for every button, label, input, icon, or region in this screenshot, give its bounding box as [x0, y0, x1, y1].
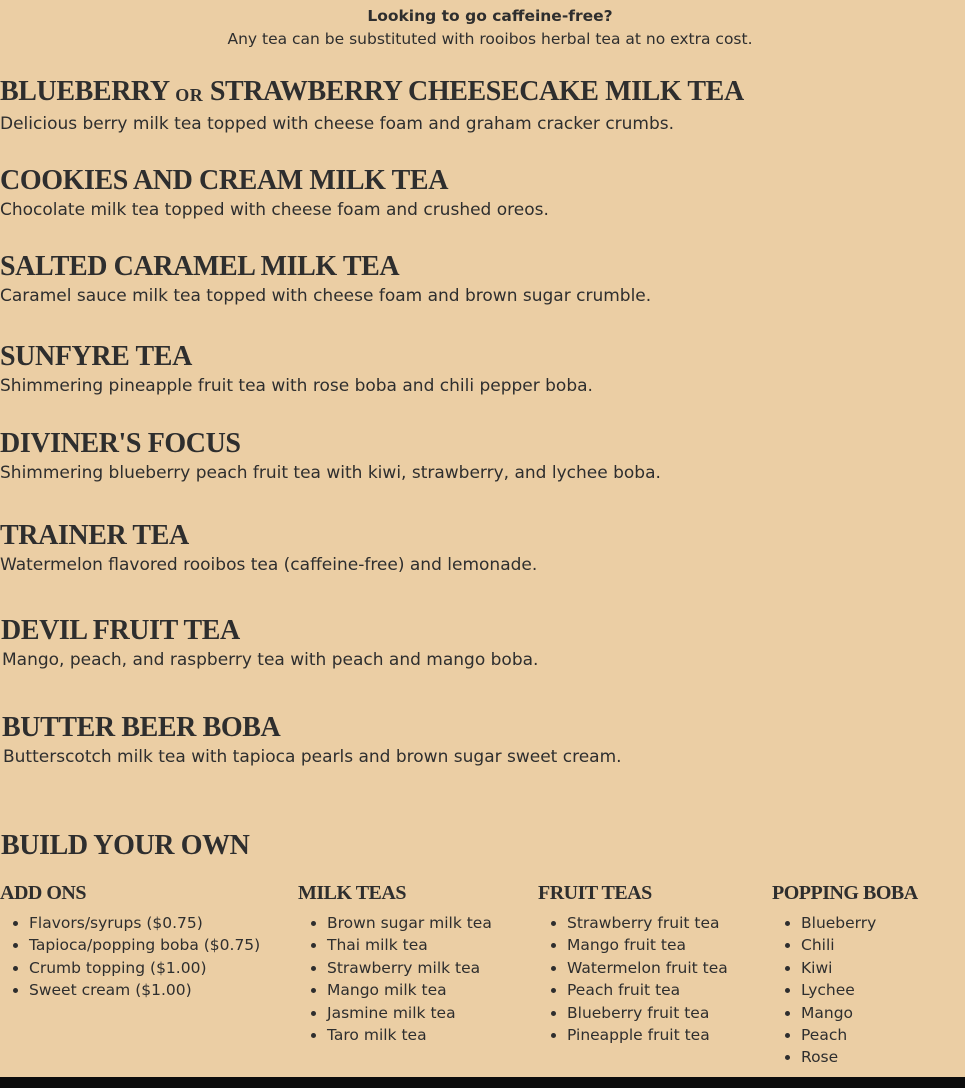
- menu-item-description: Shimmering pineapple fruit tea with rose boba and chili pepper boba.: [0, 376, 593, 396]
- menu-item-description: Delicious berry milk tea topped with cheese foam and graham cracker crumbs.: [0, 114, 675, 134]
- list-item: • Kiwi: [801, 957, 918, 979]
- list-item: • Mango fruit tea: [567, 934, 728, 956]
- column-heading: FRUIT TEAS: [538, 882, 652, 904]
- add-ons-list: [0, 912, 260, 1002]
- list-item: • Mango: [801, 1002, 918, 1024]
- menu-item-title-part: STRAWBERRY CHEESECAKE MILK TEA: [209, 76, 744, 107]
- build-your-own-title: BUILD YOUR OWN: [1, 830, 250, 861]
- list-item: • Jasmine milk tea: [327, 1002, 492, 1024]
- list-item: • Blueberry: [801, 912, 918, 934]
- menu-item-description: Chocolate milk tea topped with cheese foam and crushed oreos.: [0, 200, 549, 220]
- list-item: • Taro milk tea: [327, 1024, 492, 1046]
- menu-item-title: TRAINER TEA: [0, 520, 189, 551]
- list-item: • Brown sugar milk tea: [327, 912, 492, 934]
- menu-item-cookies-cream: [0, 166, 549, 221]
- menu-item-sunfyre: [0, 342, 593, 397]
- list-item: • Watermelon fruit tea: [567, 957, 728, 979]
- menu-item-title: COOKIES AND CREAM MILK TEA: [0, 165, 449, 196]
- list-item: • Strawberry fruit tea: [567, 912, 728, 934]
- fruit-teas-list: [538, 912, 728, 1046]
- list-item: • Flavors/syrups ($0.75): [29, 912, 260, 934]
- menu-item-salted-caramel: [0, 252, 651, 307]
- milk-teas-column: [298, 880, 492, 1046]
- milk-teas-list: [298, 912, 492, 1046]
- list-item: • Blueberry fruit tea: [567, 1002, 728, 1024]
- list-item: • Peach fruit tea: [567, 979, 728, 1001]
- menu-item-trainer-tea: [0, 521, 537, 576]
- menu-item-description: Watermelon flavored rooibos tea (caffeine-free) and lemonade.: [0, 555, 538, 575]
- menu-item-description: Mango, peach, and raspberry tea with peach and mango boba.: [2, 650, 539, 670]
- list-item: • Crumb topping ($1.00): [29, 957, 260, 979]
- menu-item-title: SUNFYRE TEA: [0, 341, 192, 372]
- list-item: • Sweet cream ($1.00): [29, 979, 260, 1001]
- column-heading: MILK TEAS: [298, 882, 406, 904]
- menu-item-title: DIVINER'S FOCUS: [0, 428, 241, 459]
- popping-boba-column: [772, 880, 918, 1069]
- menu-item-diviners-focus: [0, 429, 661, 484]
- list-item: • Peach: [801, 1024, 918, 1046]
- caffeine-free-text: Any tea can be substituted with rooibos herbal tea at no extra cost.: [227, 30, 753, 48]
- list-item: • Lychee: [801, 979, 918, 1001]
- page-bottom-bar: [0, 1077, 965, 1088]
- list-item: • Mango milk tea: [327, 979, 492, 1001]
- menu-item-butter-beer: [2, 713, 622, 768]
- list-item: • Tapioca/popping boba ($0.75): [29, 934, 260, 956]
- list-item: • Strawberry milk tea: [327, 957, 492, 979]
- menu-item-title-part: BLUEBERRY: [0, 76, 169, 107]
- column-heading: ADD ONS: [0, 882, 86, 904]
- menu-item-description: Butterscotch milk tea with tapioca pearls and brown sugar sweet cream.: [3, 747, 622, 767]
- popping-boba-list: [772, 912, 918, 1069]
- menu-item-title: SALTED CARAMEL MILK TEA: [0, 251, 400, 282]
- add-ons-column: [0, 880, 260, 1002]
- menu-item-title: BUTTER BEER BOBA: [2, 712, 281, 743]
- menu-item-title-or: OR: [175, 85, 204, 105]
- menu-item-description: Shimmering blueberry peach fruit tea with kiwi, strawberry, and lychee boba.: [0, 463, 661, 483]
- column-heading: POPPING BOBA: [772, 882, 918, 904]
- menu-item-title: [0, 77, 744, 110]
- menu-item-description: Caramel sauce milk tea topped with cheese foam and brown sugar crumble.: [0, 286, 652, 306]
- list-item: • Chili: [801, 934, 918, 956]
- list-item: • Thai milk tea: [327, 934, 492, 956]
- menu-item-title: DEVIL FRUIT TEA: [1, 615, 240, 646]
- menu-item-berry-cheesecake: [0, 77, 744, 135]
- menu-item-devil-fruit: [1, 616, 538, 671]
- list-item: • Rose: [801, 1046, 918, 1068]
- caffeine-free-heading: Looking to go caffeine-free?: [367, 7, 613, 25]
- fruit-teas-column: [538, 880, 728, 1046]
- list-item: • Pineapple fruit tea: [567, 1024, 728, 1046]
